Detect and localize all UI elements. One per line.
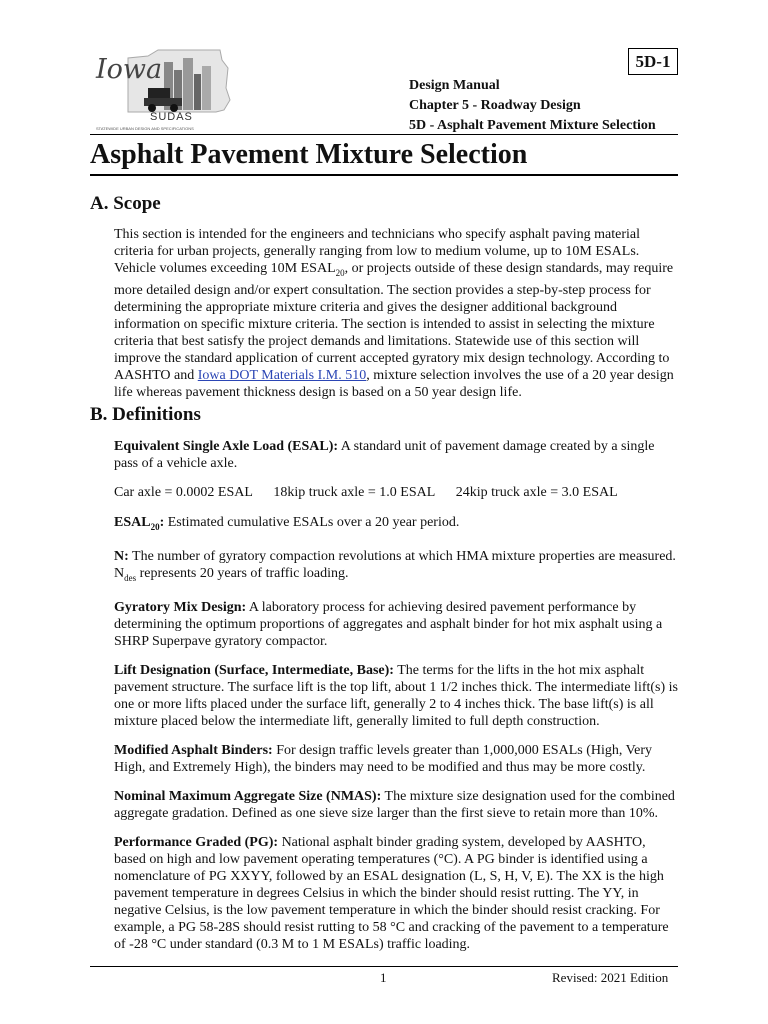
section-name: 5D - Asphalt Pavement Mixture Selection xyxy=(409,118,656,133)
manual-name: Design Manual xyxy=(409,78,500,93)
term-modified-binders: Modified Asphalt Binders: xyxy=(114,742,273,758)
definitions-list xyxy=(114,438,680,965)
def-modified-binders: For design traffic levels greater than 1,000,000 ESALs (High, Very High, and Extremely High), the binders may need to be modified and thus may be more costly. xyxy=(114,742,653,775)
def-pg: National asphalt binder grading system, developed by AASHTO, based on high and low pavement operating temperatures (°C). A PG binder is identified using a nomenclature of PG XXYY, followed by an ESAL designation (L, S, H, V, E). The XX is the high pavement temperature in degrees Celsius in which the binder should resist rutting. The YY, in negative Celsius, is the low pavement temperature in which the binder should resist cracking. For example, a PG 58-28S should resist rutting to 58 °C and cracking of the pavement to a temperature of -28 °C under standard (0.3 M to 1 M ESALs) traffic loading. xyxy=(114,834,669,952)
section-heading-scope: A. Scope xyxy=(90,193,161,214)
def-n: The number of gyratory compaction revolutions at which HMA mixture properties are measured. N xyxy=(114,548,676,581)
term-pg: Performance Graded (PG): xyxy=(114,834,279,850)
logo-tagline: STATEWIDE URBAN DESIGN AND SPECIFICATIONS xyxy=(96,126,194,131)
def-lift: The terms for the lifts in the hot mix asphalt pavement structure. The surface lift is the top lift, about 1 1/2 inches thick. The intermediate lift(s) is one or more lifts placed under the surface lift, generally 2 to 4 inches thick. The base lift(s) is all mixture placed below the intermediate lift, generally limited to full depth construction. xyxy=(114,662,678,729)
definition-modified-binders xyxy=(114,742,680,776)
term-esal20: ESAL xyxy=(114,515,151,530)
term-esal: Equivalent Single Axle Load (ESAL): xyxy=(114,439,339,454)
revision-note: Revised: 2021 Edition xyxy=(552,970,669,985)
scope-paragraph xyxy=(114,226,680,413)
iowa-sudas-logo xyxy=(88,48,233,134)
axle-18kip: 18kip truck axle = 1.0 ESAL xyxy=(273,485,435,500)
def-esal: A standard unit of pavement damage created by a single pass of a vehicle axle. xyxy=(114,439,655,471)
logo-sudas-text: SUDAS xyxy=(150,111,193,123)
chapter-name: Chapter 5 - Roadway Design xyxy=(409,98,581,113)
term-esal20-colon: : xyxy=(159,515,165,530)
def-esal20: Estimated cumulative ESALs over a 20 year period. xyxy=(164,515,460,530)
term-esal20-sub: 20 xyxy=(150,521,160,532)
def-gyratory: A laboratory process for achieving desired pavement performance by determining the optimum proportions of aggregates and asphalt binder for hot mix asphalt using a SHRP Superpave gyratory compactor. xyxy=(114,599,663,649)
def-n-sub: des xyxy=(124,572,137,583)
section-heading-definitions: B. Definitions xyxy=(90,404,201,425)
term-gyratory: Gyratory Mix Design: xyxy=(114,599,247,615)
axle-car: Car axle = 0.0002 ESAL xyxy=(114,485,253,500)
term-nmas: Nominal Maximum Aggregate Size (NMAS): xyxy=(114,788,382,804)
axle-24kip: 24kip truck axle = 3.0 ESAL xyxy=(455,485,618,500)
definition-n xyxy=(114,548,680,587)
axle-values xyxy=(114,484,680,501)
page-title: Asphalt Pavement Mixture Selection xyxy=(90,139,528,170)
page-id-badge: 5D-1 xyxy=(628,48,678,75)
footer-divider xyxy=(90,966,678,967)
definition-lift xyxy=(114,662,680,730)
document-header xyxy=(409,76,656,136)
term-n: N: xyxy=(114,548,129,564)
iowa-dot-im510-link[interactable]: Iowa DOT Materials I.M. 510 xyxy=(197,367,367,383)
def-n-2: represents 20 years of traffic loading. xyxy=(136,565,349,581)
scope-text-2: , or projects outside of these design standards, may require more detailed design and/or expert consultation. The section provides a step-by-step process for determining the appropriate mixture criteria and gives the designer additional background information on specific mixture criteria. The section is intended to assist in selecting the mixture criteria that best satisfy the project demands and limitations. Statewide use of this section will improve the standard application of current accepted gyratory mix design technology. According to AASHTO and xyxy=(114,261,674,383)
def-nmas: The mixture size designation used for the combined aggregate gradation. Defined as one sieve size larger than the first sieve to retain more than 10%. xyxy=(114,788,675,821)
definition-nmas xyxy=(114,788,680,822)
term-lift: Lift Designation (Surface, Intermediate, Base): xyxy=(114,662,394,678)
scope-sub: 20 xyxy=(335,267,345,278)
page-number: 1 xyxy=(380,970,387,985)
definition-esal20 xyxy=(114,514,680,536)
title-divider xyxy=(90,174,678,176)
scope-text-1: This section is intended for the engineers and technicians who specify asphalt paving material criteria for urban projects, generally ranging from low to medium volume, up to 10M ESALs. Vehicle volumes exceeding 10M ESAL xyxy=(114,227,641,276)
definition-gyratory xyxy=(114,599,680,650)
logo-iowa-text: Iowa xyxy=(96,54,163,85)
definition-esal xyxy=(114,438,680,472)
scope-text-3: , mixture selection involves the use of a 20 year design life whereas pavement thickness design is based on a 50 year design life. xyxy=(114,367,674,400)
definition-pg xyxy=(114,834,680,953)
header-divider xyxy=(90,134,678,135)
